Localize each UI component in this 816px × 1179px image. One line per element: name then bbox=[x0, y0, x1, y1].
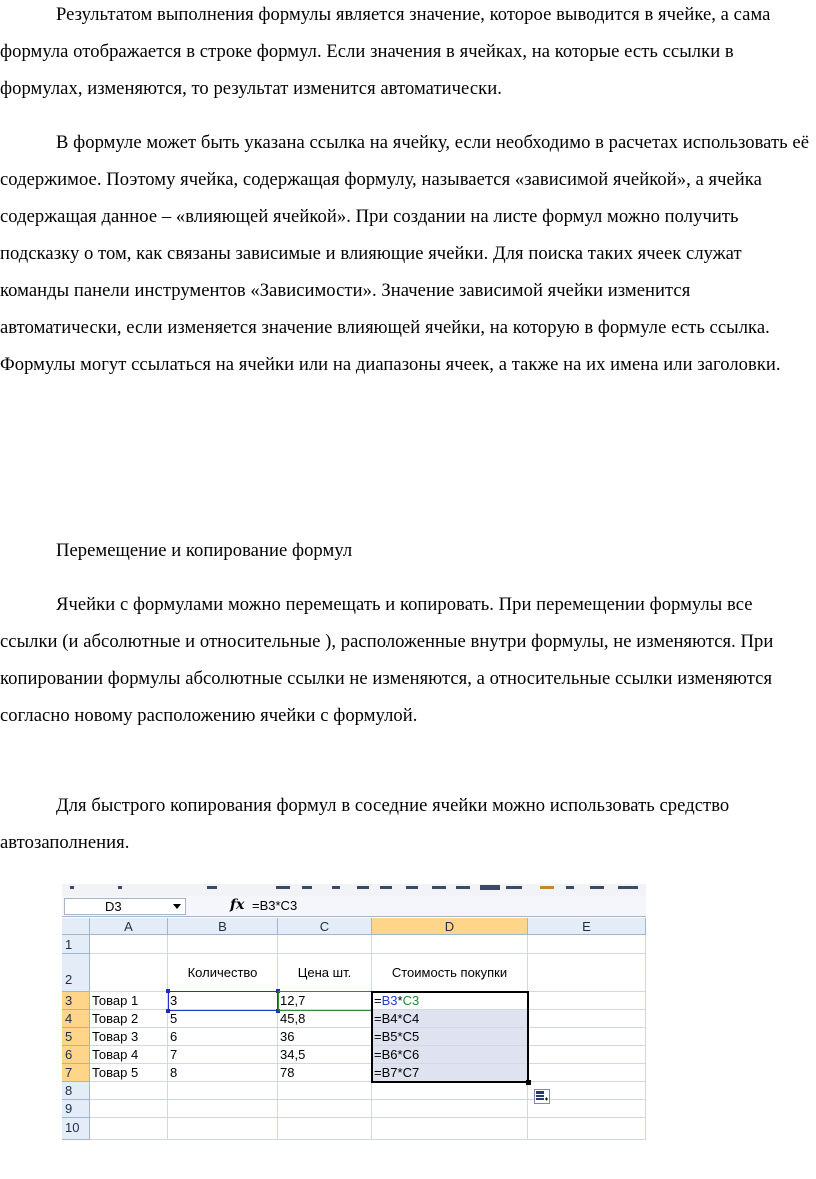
row-header-8[interactable]: 8 bbox=[62, 1082, 90, 1100]
row-header-10[interactable]: 10 bbox=[62, 1118, 90, 1140]
cell-e7[interactable] bbox=[528, 1064, 646, 1082]
cell-c5[interactable]: 36 bbox=[278, 1028, 372, 1046]
formula-input[interactable]: =B3*C3 bbox=[252, 898, 298, 913]
cell-e6[interactable] bbox=[528, 1046, 646, 1064]
autofill-options-icon[interactable] bbox=[534, 1089, 550, 1104]
cell-a3[interactable]: Товар 1 bbox=[90, 992, 168, 1010]
cell-a7[interactable]: Товар 5 bbox=[90, 1064, 168, 1082]
formula-ref-c: C6 bbox=[402, 1047, 420, 1062]
autofill-options-glyph bbox=[535, 1090, 549, 1103]
range-handle[interactable] bbox=[166, 1009, 170, 1013]
cell-a4[interactable]: Товар 2 bbox=[90, 1010, 168, 1028]
cell-b5[interactable]: 6 bbox=[168, 1028, 278, 1046]
precedent-highlight-b3 bbox=[168, 991, 278, 1011]
formula-prefix: = bbox=[374, 1047, 382, 1062]
cell-b10[interactable] bbox=[168, 1118, 278, 1140]
formula-prefix: = bbox=[374, 1065, 382, 1080]
toolbar-icon bbox=[118, 886, 122, 889]
formula-ref-b: B6 bbox=[381, 1047, 398, 1062]
cell-a8[interactable] bbox=[90, 1082, 168, 1100]
cell-a9[interactable] bbox=[90, 1100, 168, 1118]
formula-operator: * bbox=[397, 1065, 403, 1080]
section-heading: Перемещение и копирование формул bbox=[56, 540, 353, 561]
formula-ref-c: C5 bbox=[402, 1029, 420, 1044]
toolbar-icon bbox=[618, 886, 638, 889]
cell-c1[interactable] bbox=[278, 935, 372, 954]
selection-range-d3-d7[interactable] bbox=[371, 991, 529, 1083]
column-header-a[interactable]: A bbox=[90, 918, 168, 935]
formula-ref-c: C7 bbox=[402, 1065, 420, 1080]
toolbar-icon bbox=[456, 886, 470, 889]
fx-icon[interactable]: fx bbox=[230, 897, 245, 913]
formula-ref-c: C3 bbox=[402, 993, 420, 1008]
toolbar-strip bbox=[62, 884, 646, 896]
column-header-b[interactable]: B bbox=[168, 918, 278, 935]
formula-prefix: = bbox=[374, 1029, 382, 1044]
toolbar-icon bbox=[276, 886, 290, 889]
cell-a6[interactable]: Товар 4 bbox=[90, 1046, 168, 1064]
cell-c3[interactable]: 12,7 bbox=[278, 992, 372, 1010]
cell-d8[interactable] bbox=[372, 1082, 528, 1100]
cell-b4[interactable]: 5 bbox=[168, 1010, 278, 1028]
cell-c9[interactable] bbox=[278, 1100, 372, 1118]
cell-d1[interactable] bbox=[372, 935, 528, 954]
formula-operator: * bbox=[397, 1047, 403, 1062]
cell-d2[interactable]: Стоимость покупки bbox=[372, 954, 528, 992]
toolbar-icon bbox=[406, 886, 418, 889]
spreadsheet-screenshot bbox=[62, 884, 646, 1140]
cell-b3[interactable]: 3 bbox=[168, 992, 278, 1010]
name-box[interactable] bbox=[64, 898, 186, 915]
cell-a2[interactable] bbox=[90, 954, 168, 992]
cell-c10[interactable] bbox=[278, 1118, 372, 1140]
toolbar-icon bbox=[70, 886, 74, 889]
fill-handle[interactable] bbox=[526, 1080, 531, 1085]
toolbar-icon bbox=[566, 886, 574, 889]
row-header-1[interactable]: 1 bbox=[62, 935, 90, 954]
toolbar-icon bbox=[540, 886, 554, 889]
row-header-3[interactable]: 3 bbox=[62, 992, 90, 1010]
formula-operator: * bbox=[397, 1011, 403, 1026]
formula-ref-b: B4 bbox=[381, 1011, 398, 1026]
row-header-2[interactable]: 2 bbox=[62, 954, 90, 992]
dropdown-arrow-icon[interactable] bbox=[173, 904, 181, 909]
column-header-c[interactable]: C bbox=[278, 918, 372, 935]
formula-ref-b: B5 bbox=[381, 1029, 398, 1044]
cell-e5[interactable] bbox=[528, 1028, 646, 1046]
toolbar-icon bbox=[207, 886, 217, 889]
cell-c2[interactable]: Цена шт. bbox=[278, 954, 372, 992]
toolbar-icon bbox=[480, 885, 500, 890]
cell-b7[interactable]: 8 bbox=[168, 1064, 278, 1082]
formula-prefix: = bbox=[374, 993, 382, 1008]
toolbar-icon bbox=[506, 886, 522, 889]
cell-a1[interactable] bbox=[90, 935, 168, 954]
cell-e2[interactable] bbox=[528, 954, 646, 992]
cell-c6[interactable]: 34,5 bbox=[278, 1046, 372, 1064]
paragraph-autofill: Для быстрого копирования формул в соседние ячейки можно использовать средство автозаполнения. bbox=[0, 795, 730, 853]
paragraph-formula-result: Результатом выполнения формулы является значение, которое выводится в ячейке, а сама формула отображается в строке формул. Если значения в ячейках, на которые есть ссылки в формулах, изменяются, то результат изменится автоматически. bbox=[0, 4, 771, 99]
row-header-5[interactable]: 5 bbox=[62, 1028, 90, 1046]
cell-a5[interactable]: Товар 3 bbox=[90, 1028, 168, 1046]
row-header-4[interactable]: 4 bbox=[62, 1010, 90, 1028]
cell-a10[interactable] bbox=[90, 1118, 168, 1140]
cell-c4[interactable]: 45,8 bbox=[278, 1010, 372, 1028]
cell-e4[interactable] bbox=[528, 1010, 646, 1028]
cell-e3[interactable] bbox=[528, 992, 646, 1010]
select-all-corner[interactable] bbox=[62, 918, 90, 935]
formula-ref-c: C4 bbox=[402, 1011, 420, 1026]
column-header-d[interactable]: D bbox=[372, 918, 528, 935]
cell-b1[interactable] bbox=[168, 935, 278, 954]
toolbar-icon bbox=[590, 886, 604, 889]
cell-c7[interactable]: 78 bbox=[278, 1064, 372, 1082]
cell-e10[interactable] bbox=[528, 1118, 646, 1140]
formula-ref-b: B3 bbox=[381, 993, 398, 1008]
column-header-e[interactable]: E bbox=[528, 918, 646, 935]
formula-operator: * bbox=[397, 1029, 403, 1044]
cell-c8[interactable] bbox=[278, 1082, 372, 1100]
formula-operator: * bbox=[397, 993, 403, 1008]
row-header-9[interactable]: 9 bbox=[62, 1100, 90, 1118]
toolbar-icon bbox=[332, 886, 340, 889]
cell-b6[interactable]: 7 bbox=[168, 1046, 278, 1064]
cell-d9[interactable] bbox=[372, 1100, 528, 1118]
name-box-value: D3 bbox=[105, 899, 122, 914]
paragraph-move-copy: Ячейки с формулами можно перемещать и копировать. При перемещении формулы все ссылки (и абсолютные и относительные ), расположенные внутри формулы, не изменяются. При копировании формулы абсолютные ссылки не изменяются, а относительные ссылки изменяются согласно новому расположению ячейки с формулой. bbox=[0, 594, 774, 726]
formula-bar bbox=[62, 896, 646, 917]
cell-b9[interactable] bbox=[168, 1100, 278, 1118]
paragraph-cell-references: В формуле может быть указана ссылка на ячейку, если необходимо в расчетах использовать её содержимое. Поэтому ячейка, содержащая формулу, называется «зависимой ячейкой», а ячейка содержащая данное – «влияющей ячейкой». При создании на листе формул можно получить подсказку о том, как связаны зависимые и влияющие ячейки. Для поиска таких ячеек служат команды панели инструментов «Зависимости». Значение зависимой ячейки изменится автоматически, если изменяется значение влияющей ячейки, на которую в формуле есть ссылка. Формулы могут ссылаться на ячейки или на диапазоны ячеек, а также на их имена или заголовки. bbox=[0, 132, 810, 375]
formula-ref-b: B7 bbox=[381, 1065, 398, 1080]
toolbar-icon bbox=[380, 886, 392, 889]
row-header-7[interactable]: 7 bbox=[62, 1064, 90, 1082]
toolbar-icon bbox=[302, 886, 312, 889]
row-header-6[interactable]: 6 bbox=[62, 1046, 90, 1064]
cell-b2[interactable]: Количество bbox=[168, 954, 278, 992]
range-handle[interactable] bbox=[166, 989, 170, 993]
toolbar-icon bbox=[357, 886, 369, 889]
toolbar-icon bbox=[432, 886, 446, 889]
cell-b8[interactable] bbox=[168, 1082, 278, 1100]
cell-d10[interactable] bbox=[372, 1118, 528, 1140]
precedent-highlight-c3 bbox=[278, 991, 373, 1011]
cell-e1[interactable] bbox=[528, 935, 646, 954]
formula-prefix: = bbox=[374, 1011, 382, 1026]
